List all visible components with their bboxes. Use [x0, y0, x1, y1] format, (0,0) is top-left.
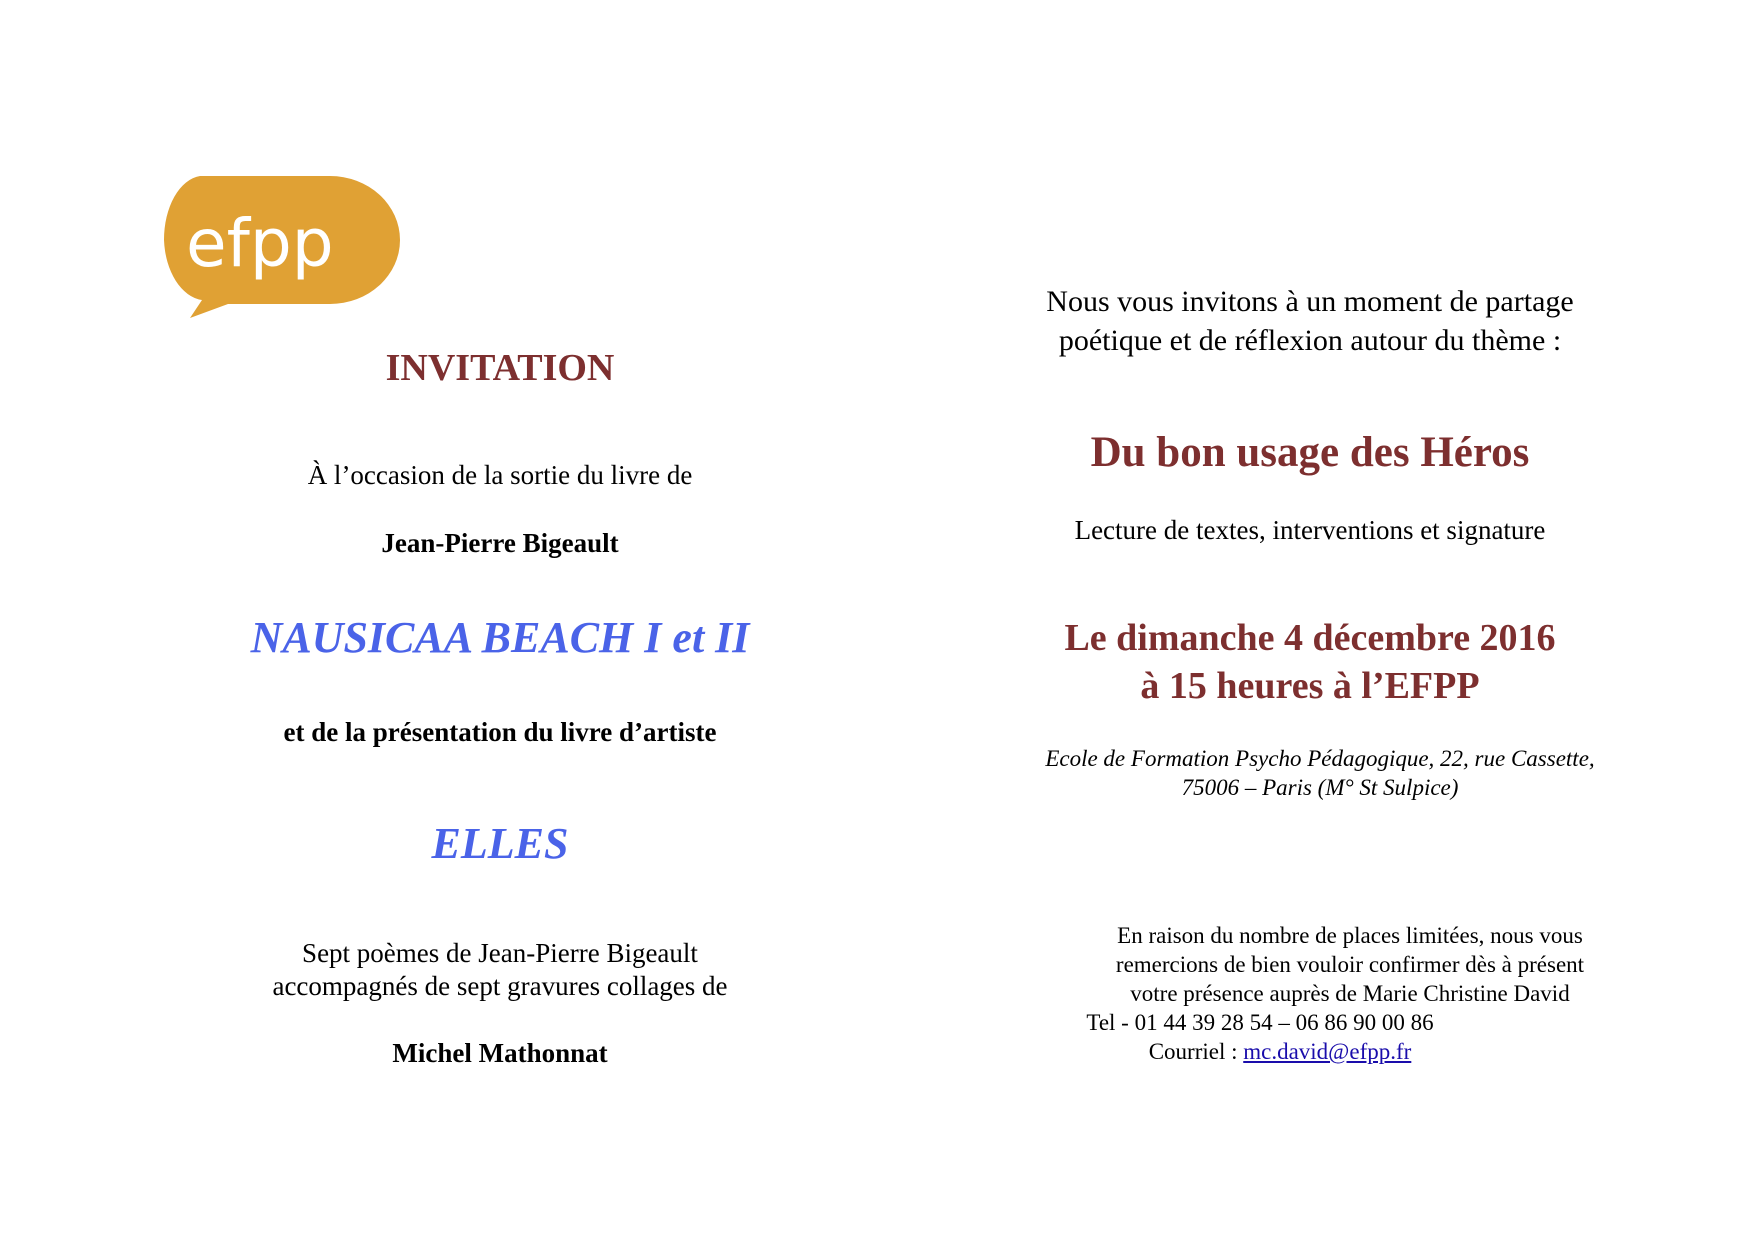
intro-line: poétique et de réflexion autour du thème :	[1058, 324, 1562, 357]
address-line: Ecole de Formation Psycho Pédagogique, 22, rue Cassette,	[1045, 746, 1595, 771]
presentation-line: et de la présentation du livre d’artiste	[283, 717, 717, 747]
event-time-place: à 15 heures à l’EFPP	[1140, 665, 1480, 707]
email-link[interactable]: mc.david@efpp.fr	[1243, 1039, 1412, 1064]
occasion-line: À l’occasion de la sortie du livre de	[307, 460, 693, 490]
poems-line: Sept poèmes de Jean-Pierre Bigeault	[302, 938, 698, 968]
rsvp-line: remercions de bien vouloir confirmer dès à présent	[1115, 952, 1585, 977]
rsvp-line: En raison du nombre de places limitées, nous vous	[1117, 923, 1583, 948]
artist-name: Michel Mathonnat	[392, 1038, 608, 1068]
event-date: Le dimanche 4 décembre 2016	[1064, 617, 1556, 659]
intro-line: Nous vous invitons à un moment de partage	[1046, 285, 1574, 318]
author-name: Jean-Pierre Bigeault	[381, 528, 619, 558]
theme-title: Du bon usage des Héros	[1090, 429, 1530, 476]
address-line: 75006 – Paris (M° St Sulpice)	[1181, 775, 1459, 800]
logo-text: efpp	[186, 205, 334, 282]
efpp-logo	[160, 172, 405, 318]
phone-line: Tel - 01 44 39 28 54 – 06 86 90 00 86	[1086, 1010, 1434, 1035]
poems-line: accompagnés de sept gravures collages de	[272, 971, 728, 1001]
rsvp-line: votre présence auprès de Marie Christine David	[1130, 981, 1570, 1006]
activities-line: Lecture de textes, interventions et signature	[1074, 515, 1546, 545]
artist-book-title: ELLES	[431, 819, 569, 868]
book-title: NAUSICAA BEACH I et II	[250, 613, 750, 662]
invitation-title: INVITATION	[385, 347, 615, 389]
email-label: Courriel :	[1148, 1039, 1244, 1064]
email-line	[1000, 1039, 1560, 1065]
